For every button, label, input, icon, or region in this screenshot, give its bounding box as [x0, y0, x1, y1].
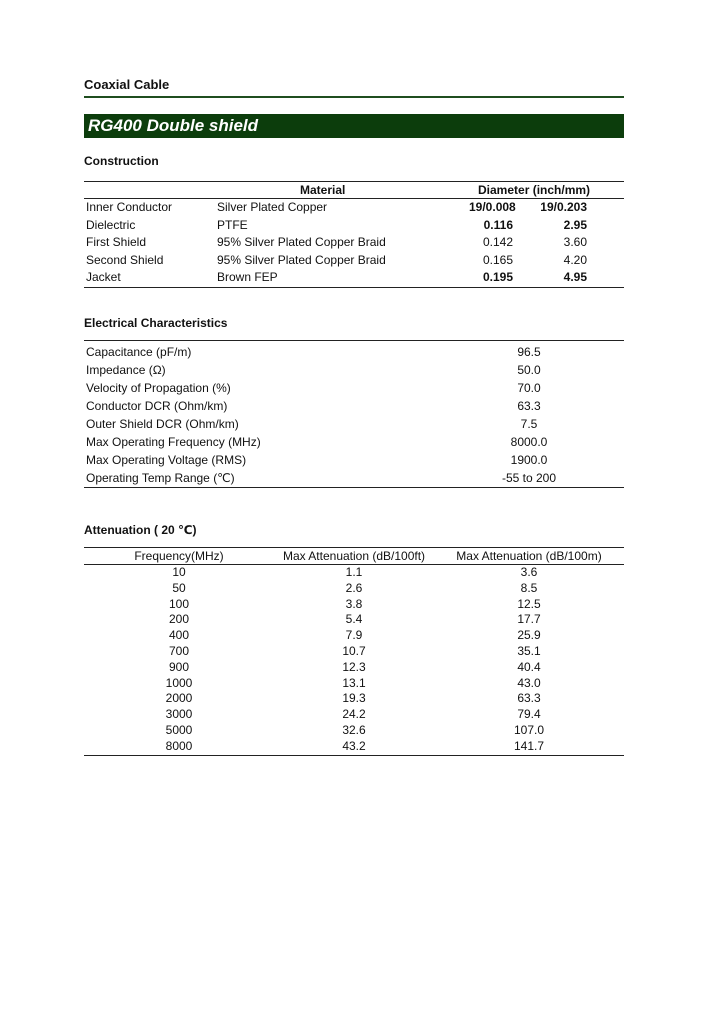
attenuation-row [84, 739, 624, 755]
attenuation-row [84, 565, 624, 581]
parameter-label: Max Operating Voltage (RMS) [86, 453, 247, 467]
electrical-row [84, 397, 624, 415]
parameter-value: 63.3 [517, 399, 541, 413]
attenuation-m-cell: 141.7 [513, 738, 545, 753]
attenuation-header-row [84, 548, 624, 565]
frequency-cell: 10 [172, 565, 186, 579]
frequency-cell: 100 [168, 596, 190, 611]
attenuation-body [84, 565, 624, 755]
frequency-cell: 1000 [165, 675, 193, 690]
diameter-inch: 0.195 [482, 270, 513, 285]
parameter-value: 96.5 [517, 345, 541, 359]
attenuation-row [84, 628, 624, 644]
electrical-row [84, 433, 624, 451]
attenuation-m-cell: 43.0 [517, 675, 541, 690]
attenuation-m-cell: 40.4 [517, 659, 541, 674]
component-material: Brown FEP [217, 270, 278, 285]
frequency-cell: 900 [168, 659, 190, 674]
diameter-column-header: Diameter (inch/mm) [478, 183, 591, 197]
electrical-row [84, 361, 624, 379]
attenuation-row [84, 707, 624, 723]
diameter-mm: 4.95 [563, 270, 587, 285]
attenuation-row [84, 612, 624, 628]
attenuation-ft-cell: 2.6 [345, 580, 363, 595]
title-rule [84, 96, 624, 98]
electrical-heading: Electrical Characteristics [84, 316, 228, 330]
frequency-cell: 700 [168, 643, 190, 658]
attenuation-ft-cell: 1.1 [345, 565, 363, 579]
diameter-mm: 2.95 [563, 217, 587, 232]
attenuation-row [84, 691, 624, 707]
material-column-header: Material [300, 183, 346, 197]
parameter-label: Outer Shield DCR (Ohm/km) [86, 417, 239, 431]
attenuation-m-cell: 17.7 [517, 612, 541, 627]
electrical-row [84, 343, 624, 361]
parameter-value: 50.0 [517, 363, 541, 377]
electrical-table [84, 340, 624, 488]
attenuation-ft-cell: 24.2 [342, 707, 366, 722]
construction-row [84, 199, 624, 217]
parameter-label: Impedance (Ω) [86, 363, 166, 377]
construction-row [84, 217, 624, 235]
frequency-cell: 5000 [165, 722, 193, 737]
parameter-value: 1900.0 [510, 453, 548, 467]
attenuation-m-cell: 107.0 [513, 722, 545, 737]
attenuation-m-cell: 3.6 [520, 565, 538, 579]
attenuation-row [84, 644, 624, 660]
attenuation-ft-cell: 12.3 [342, 659, 366, 674]
component-name: Jacket [86, 270, 121, 285]
construction-row [84, 252, 624, 270]
electrical-row [84, 469, 624, 487]
diameter-mm: 4.20 [563, 252, 587, 267]
electrical-row [84, 379, 624, 397]
attenuation-row [84, 660, 624, 676]
parameter-label: Capacitance (pF/m) [86, 345, 192, 359]
parameter-value: -55 to 200 [501, 471, 557, 485]
component-material: Silver Plated Copper [217, 200, 328, 214]
construction-header-row [84, 181, 624, 199]
attenuation-row [84, 723, 624, 739]
doc-title: Coaxial Cable [84, 77, 170, 92]
attenuation-row [84, 581, 624, 597]
diameter-mm: 19/0.203 [540, 200, 587, 214]
frequency-column-header: Frequency(MHz) [134, 549, 224, 563]
parameter-value: 7.5 [520, 417, 538, 431]
frequency-cell: 50 [172, 580, 186, 595]
attenuation-row [84, 676, 624, 692]
construction-table [84, 181, 624, 288]
diameter-inch: 0.116 [483, 217, 513, 232]
attenuation-m-column-header: Max Attenuation (dB/100m) [456, 549, 602, 563]
attenuation-ft-cell: 5.4 [345, 612, 363, 627]
component-material: 95% Silver Plated Copper Braid [217, 235, 386, 250]
diameter-inch: 19/0.008 [469, 200, 516, 214]
product-banner: RG400 Double shield [84, 114, 624, 138]
construction-row [84, 234, 624, 252]
attenuation-m-cell: 79.4 [517, 707, 541, 722]
frequency-cell: 8000 [165, 738, 193, 753]
construction-heading: Construction [84, 154, 159, 168]
frequency-cell: 200 [168, 612, 190, 627]
parameter-label: Velocity of Propagation (%) [86, 381, 231, 395]
attenuation-ft-cell: 32.6 [342, 722, 366, 737]
frequency-cell: 400 [168, 628, 190, 643]
parameter-value: 70.0 [517, 381, 541, 395]
component-material: 95% Silver Plated Copper Braid [217, 252, 386, 267]
attenuation-ft-cell: 3.8 [345, 596, 363, 611]
attenuation-m-cell: 63.3 [517, 691, 541, 706]
component-name: First Shield [86, 235, 147, 250]
attenuation-m-cell: 25.9 [517, 628, 541, 643]
attenuation-ft-cell: 13.1 [342, 675, 366, 690]
attenuation-ft-cell: 10.7 [342, 643, 366, 658]
attenuation-ft-column-header: Max Attenuation (dB/100ft) [282, 549, 426, 563]
parameter-label: Operating Temp Range (℃) [86, 471, 235, 485]
diameter-inch: 0.142 [482, 235, 513, 250]
attenuation-m-cell: 35.1 [517, 643, 541, 658]
component-material: PTFE [217, 217, 248, 232]
attenuation-m-cell: 8.5 [520, 580, 538, 595]
frequency-cell: 3000 [165, 707, 193, 722]
attenuation-row [84, 597, 624, 613]
parameter-value: 8000.0 [510, 435, 548, 449]
electrical-row [84, 451, 624, 469]
component-name: Inner Conductor [86, 200, 173, 214]
attenuation-m-cell: 12.5 [517, 596, 541, 611]
attenuation-ft-cell: 19.3 [342, 691, 366, 706]
attenuation-heading: Attenuation ( 20 ℃) [84, 523, 197, 537]
diameter-inch: 0.165 [482, 252, 513, 267]
component-name: Second Shield [86, 252, 164, 267]
component-name: Dielectric [86, 217, 136, 232]
attenuation-ft-cell: 7.9 [345, 628, 363, 643]
parameter-label: Conductor DCR (Ohm/km) [86, 399, 228, 413]
attenuation-ft-cell: 43.2 [342, 738, 366, 753]
construction-row [84, 269, 624, 288]
electrical-row [84, 415, 624, 433]
attenuation-table [84, 547, 624, 756]
frequency-cell: 2000 [165, 691, 193, 706]
parameter-label: Max Operating Frequency (MHz) [86, 435, 261, 449]
diameter-mm: 3.60 [563, 235, 587, 250]
